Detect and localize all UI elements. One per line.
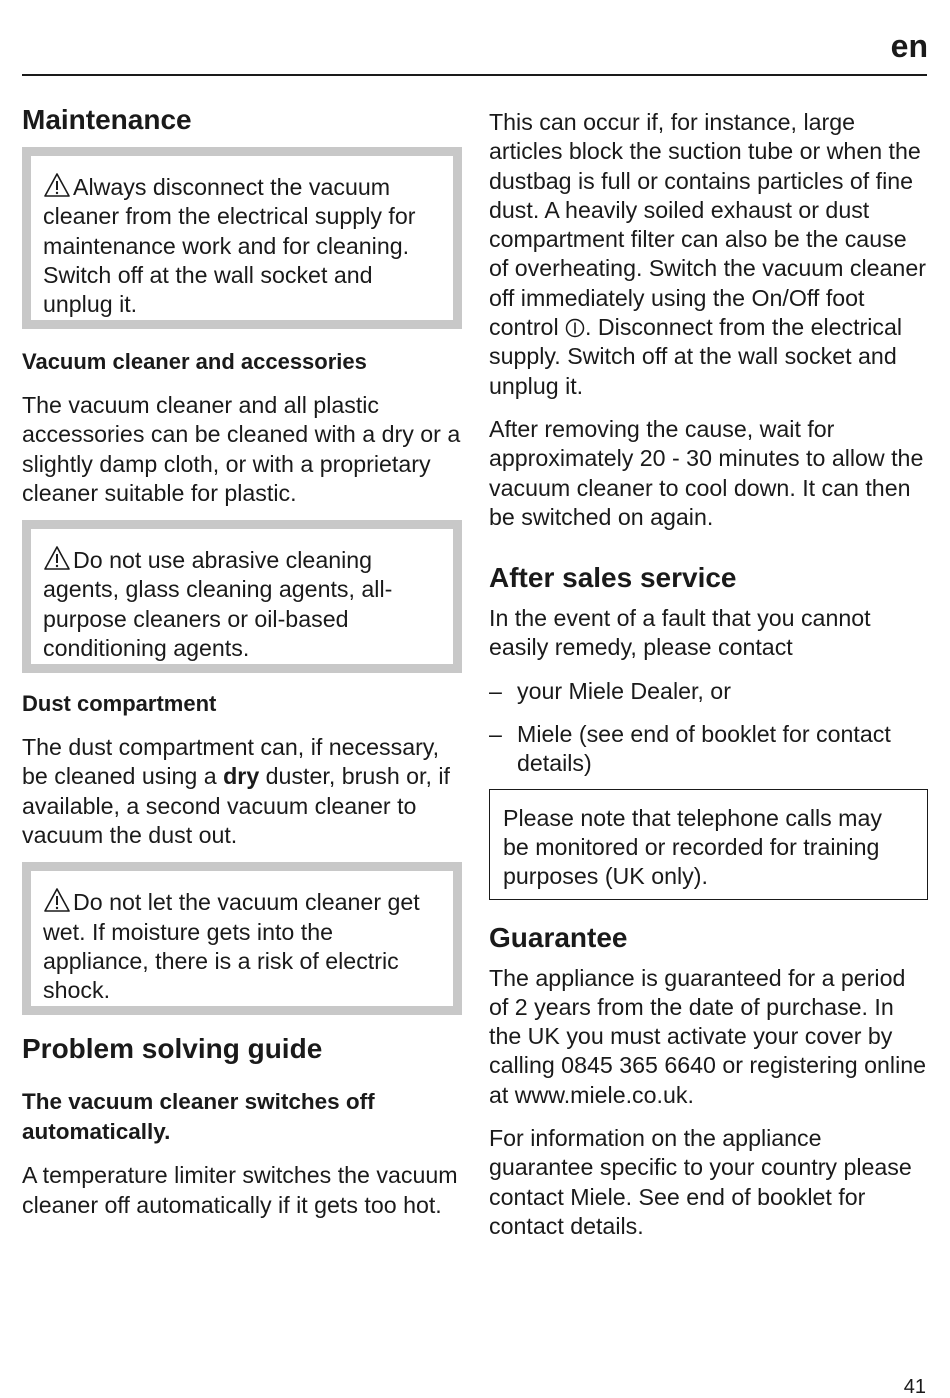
telephone-note-text: Please note that telephone calls may be monitored or recorded for training purposes (UK only).: [503, 804, 882, 890]
warning-triangle-icon: [43, 545, 71, 571]
vacuum-accessories-heading: Vacuum cleaner and accessories: [22, 349, 367, 374]
warning-text-disconnect: Always disconnect the vacuum cleaner from the electrical supply for maintenance work and for cleaning. Switch off at the wall socket and unplug it.: [43, 174, 416, 318]
warning-text-abrasive-wrap: [43, 545, 441, 663]
dust-compartment-heading: Dust compartment: [22, 691, 217, 717]
warning-triangle-icon: [43, 172, 71, 198]
warning-box-wet: [22, 862, 462, 1015]
problem-solving-title: Problem solving guide: [22, 1033, 323, 1065]
right-column: [489, 108, 929, 1241]
switch-off-text: A temperature limiter switches the vacuum cleaner off automatically if it gets too hot.: [22, 1162, 458, 1218]
warning-text-wet: Do not let the vacuum cleaner get wet. If moisture gets into the appliance, there is a risk of electric shock.: [43, 889, 420, 1004]
contact-dealer: your Miele Dealer, or: [517, 677, 731, 704]
warning-box-abrasive: [22, 520, 462, 673]
dash-bullet: –: [489, 677, 502, 704]
on-off-icon: [565, 318, 585, 338]
page-number: 41: [903, 1376, 926, 1398]
guarantee-text-1: The appliance is guaranteed for a period of 2 years from the date of purchase. In the UK you must activate your cover by calling 0845 365 6640 or registering online at www.miele.co.uk.: [489, 964, 927, 1108]
dust-text-bold: dry: [223, 763, 260, 790]
warning-text-wet-wrap: [43, 887, 441, 1005]
contact-miele: Miele (see end of booklet for contact details): [517, 721, 891, 777]
vacuum-accessories-text: The vacuum cleaner and all plastic accessories can be cleaned with a dry or a slightly damp cloth, or with a proprietary cleaner suitable for plastic.: [22, 392, 461, 506]
dust-text-a: The dust compartment can, if necessary, be cleaned using a: [22, 734, 440, 790]
guarantee-text-2: For information on the appliance guarantee specific to your country please contact Miele. See end of booklet for contact details.: [489, 1125, 912, 1239]
list-item: [489, 720, 929, 779]
telephone-note-box: [489, 789, 928, 900]
switch-off-heading: The vacuum cleaner switches off automatically.: [22, 1089, 375, 1145]
left-column: [22, 102, 462, 1220]
contact-list: [489, 677, 929, 779]
after-sales-title: After sales service: [489, 562, 737, 594]
warning-box-disconnect: [22, 147, 462, 329]
guarantee-title: Guarantee: [489, 921, 628, 953]
warning-triangle-icon: [43, 887, 71, 913]
after-removing-text: After removing the cause, wait for approximately 20 - 30 minutes to allow the vacuum cleaner to cool down. It can then be switched on again.: [489, 415, 924, 530]
dash-bullet: –: [489, 721, 502, 748]
overheat-text-a: This can occur if, for instance, large articles block the suction tube or when the dustbag is full or contains particles of fine dust. A heavily soiled exhaust or dust compartment filter can also be the cause of overheating. Switch the vacuum cleaner off immediately using the On/Off foot control: [489, 109, 926, 341]
warning-text-abrasive: Do not use abrasive cleaning agents, glass cleaning agents, all-purpose cleaners or oil-based conditioning agents.: [43, 547, 393, 662]
dust-text-b: duster, brush or, if available, a second vacuum cleaner to vacuum the dust out.: [22, 763, 450, 849]
dust-compartment-text: [22, 733, 462, 850]
maintenance-title: Maintenance: [22, 104, 192, 135]
list-item: [489, 677, 929, 706]
header-rule: [22, 74, 927, 76]
overheat-text-b: . Disconnect from the electrical supply. Switch off at the wall socket and unplug it.: [489, 314, 903, 399]
warning-text-disconnect-wrap: [43, 172, 441, 319]
overheat-text: [489, 108, 929, 401]
language-label: en: [890, 28, 928, 64]
after-sales-text: In the event of a fault that you cannot easily remedy, please contact: [489, 605, 871, 661]
